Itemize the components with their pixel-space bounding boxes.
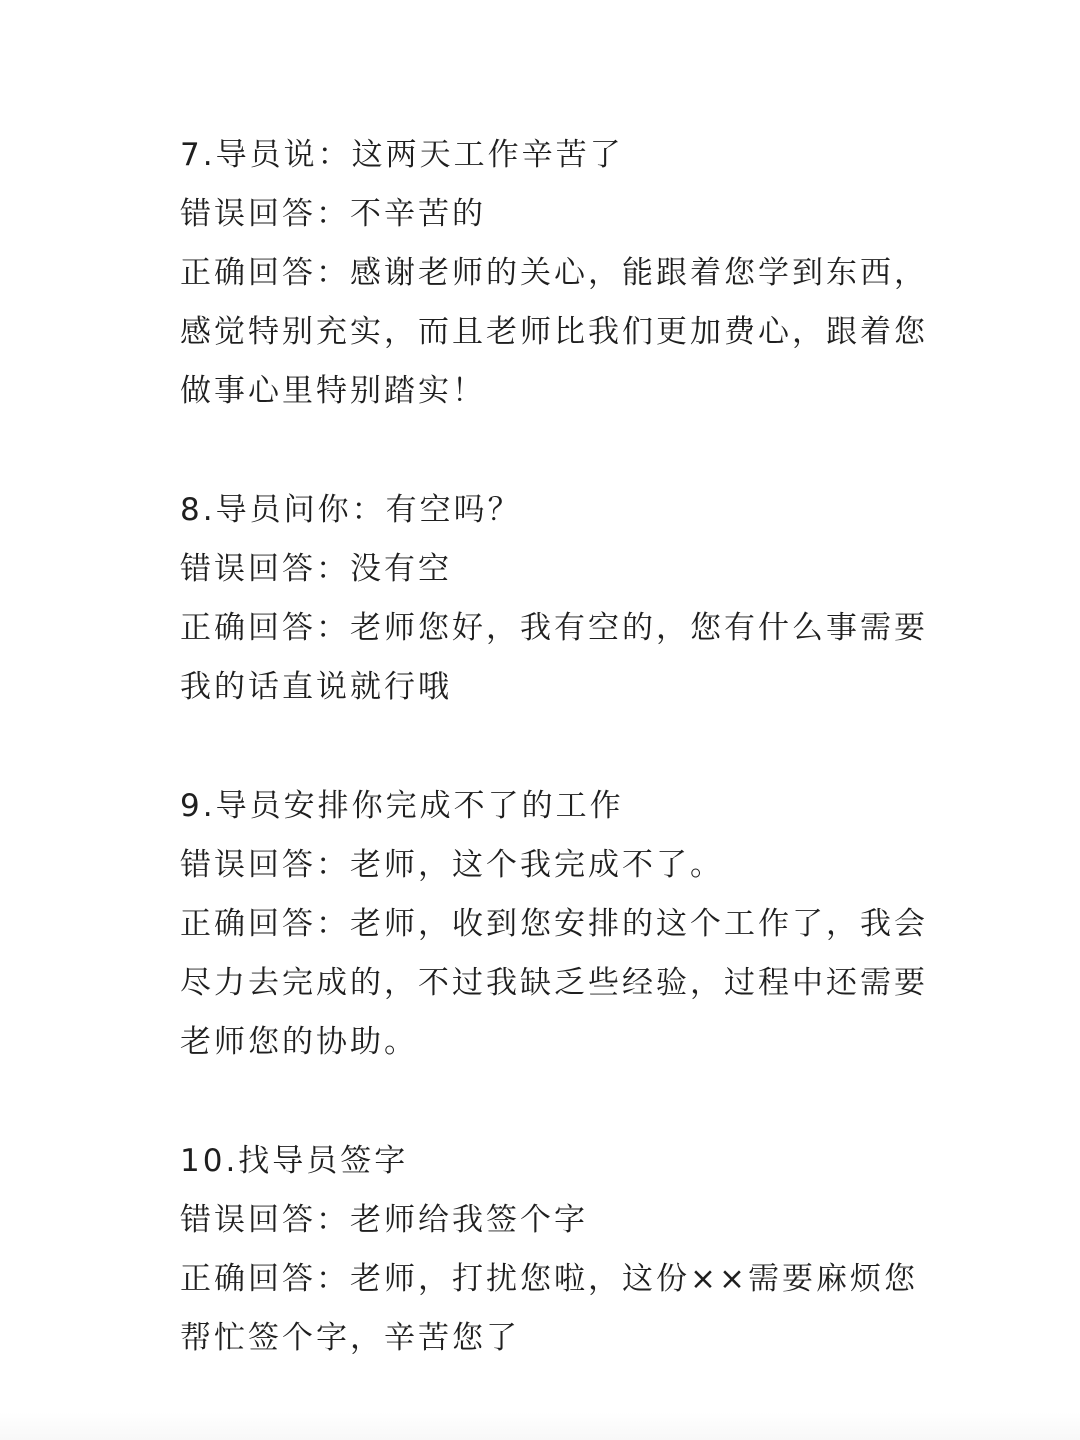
section-title: 9.导员安排你完成不了的工作	[180, 788, 624, 824]
wrong-answer: 错误回答：老师给我签个字	[180, 1202, 588, 1238]
wrong-answer: 错误回答：不辛苦的	[180, 196, 486, 232]
document-content	[180, 126, 960, 1368]
qa-section-9	[180, 777, 960, 1072]
wrong-answer: 错误回答：老师，这个我完成不了。	[180, 847, 724, 883]
section-title: 8.导员问你：有空吗？	[180, 492, 522, 528]
bottom-fade	[0, 1412, 1080, 1440]
correct-answer-line: 正确回答：老师，打扰您啦，这份××需要麻烦您	[180, 1261, 918, 1297]
correct-answer-line: 正确回答：老师，收到您安排的这个工作了，我会	[180, 906, 928, 942]
correct-answer-line: 正确回答：感谢老师的关心，能跟着您学到东西，	[180, 255, 928, 291]
correct-answer-line: 我的话直说就行哦	[180, 669, 452, 705]
section-title: 10.找导员签字	[180, 1143, 409, 1179]
correct-answer-line: 做事心里特别踏实！	[180, 373, 486, 409]
correct-answer-line: 尽力去完成的，不过我缺乏些经验，过程中还需要	[180, 965, 928, 1001]
correct-answer-line: 正确回答：老师您好，我有空的，您有什么事需要	[180, 610, 928, 646]
correct-answer-line: 老师您的协助。	[180, 1024, 418, 1060]
section-title: 7.导员说：这两天工作辛苦了	[180, 137, 624, 173]
qa-section-8	[180, 481, 960, 717]
wrong-answer: 错误回答：没有空	[180, 551, 452, 587]
correct-answer-line: 帮忙签个字，辛苦您了	[180, 1320, 520, 1356]
qa-section-7	[180, 126, 960, 421]
qa-section-10	[180, 1132, 960, 1368]
correct-answer-line: 感觉特别充实，而且老师比我们更加费心，跟着您	[180, 314, 928, 350]
